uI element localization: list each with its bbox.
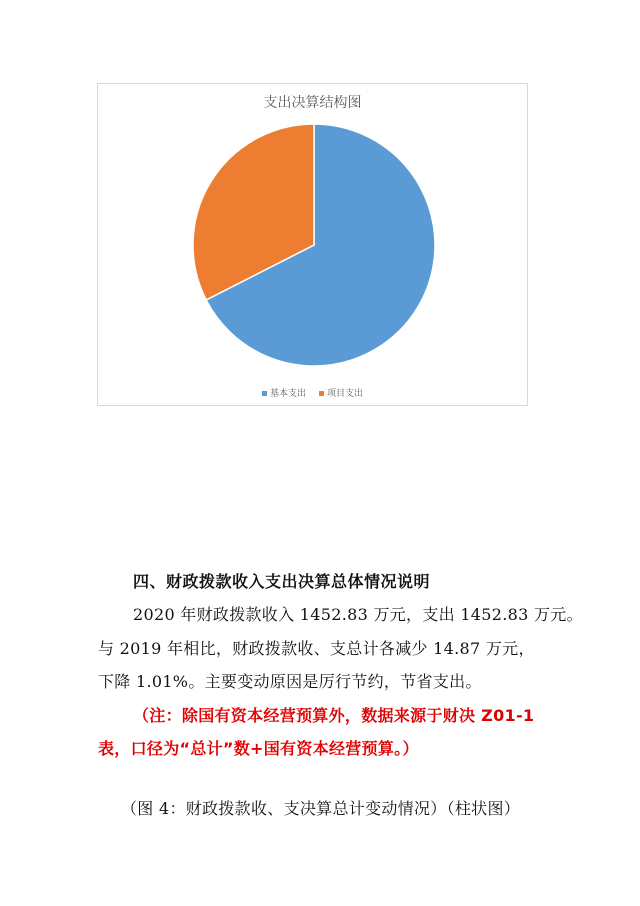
note-line-1: （注：除国有资本经营预算外，数据来源于财决 Z01-1 (133, 706, 535, 725)
section-heading: 四、财政拨款收入支出决算总体情况说明 (133, 572, 431, 591)
para-line-3: 下降 1.01%。主要变动原因是厉行节约，节省支出。 (98, 672, 482, 691)
pie-chart-panel (97, 83, 528, 406)
chart-title: 支出决算结构图 (263, 95, 362, 111)
para-line-1: 2020 年财政拨款收入 1452.83 万元，支出 1452.83 万元。 (133, 605, 583, 624)
note-line-2: 表，口径为“总计”数+国有资本经营预算。） (98, 739, 419, 758)
legend-swatch-project (319, 391, 324, 396)
legend-item-project (319, 386, 363, 399)
para-line-2: 与 2019 年相比，财政拨款收、支总计各减少 14.87 万元， (98, 639, 535, 658)
figure-caption: （图 4：财政拨款收、支决算总计变动情况）（柱状图） (121, 799, 521, 818)
legend-swatch-basic (262, 391, 267, 396)
pie-chart (98, 84, 529, 407)
legend-label-basic: 基本支出 (270, 389, 307, 399)
legend-item-basic (262, 386, 306, 399)
legend-label-project: 项目支出 (326, 389, 363, 399)
chart-legend (98, 386, 527, 399)
